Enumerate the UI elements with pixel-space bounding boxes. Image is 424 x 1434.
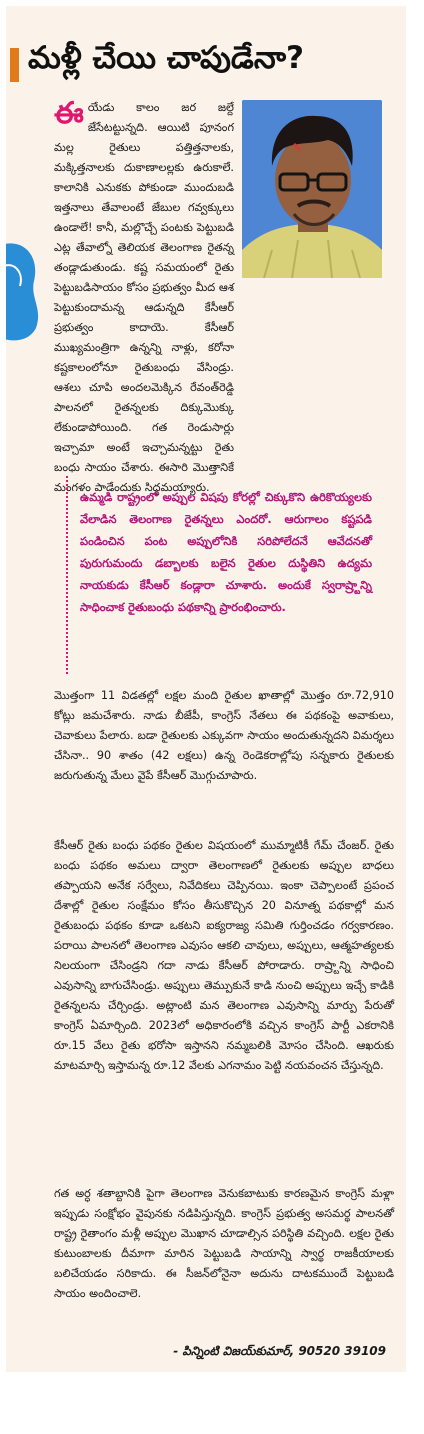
article-paragraph-2: మొత్తంగా 11 విడతల్లో లక్షల మంది రైతుల ఖాతాల్లో మొత్తం రూ.72,910 కోట్లు జమచేశారు. నాడు బీజేపీ, కాంగ్రెస్ నేతలు ఈ పథకంపై అవాకులు, చెవాకులు పేలారు. బడా రైతులకు ఎక్కువగా సాయం అందుతున్నదని విమర్శలు చేసినా.. 90 శాతం (42 లక్షలు) ఉన్న రెండెకరాల్లోపు సన్నకారు రైతులకు జరుగుతున్న మేలు వైపే కేసీఆర్ మొగ్గుచూపారు. [54, 689, 394, 782]
drop-cap: ఈ [54, 96, 84, 131]
pull-quote-text: ఉమ్మడి రాష్ట్రంలో అప్పుల విషపు కోరల్లో చిక్కుకొని ఉరికొయ్యలకు వేలాడిన తెలంగాణ రైతన్నలు ఎందరో. ఆరుగాలం కష్టపడి పండించిన పంట అప్పులోనికి సరిపోలేదనే ఆవేదనతో పురుగుమందు డబ్బాలకు బలైన రైతుల దుస్థితిని ఉద్యమ నాయకుడు కేసీఆర్ కండ్లారా చూశారు. అందుకే స్వరాష్ర్టాన్ని సాధించాక రైతుబంధు పథకాన్ని ప్రారంభించారు. [80, 490, 372, 614]
article-paragraph-1-intro [54, 98, 234, 498]
paragraph-1-text: యేడు కాలం జర జల్దే జేసేటట్టున్నది. ఆయిటి పూనంగ మల్ల రైతులు పత్తిత్తనాలకు, మక్కిత్తనాలకు దుకాణాలల్లకు ఉరుకాలే. కాలానికి ఎనుకకు పోకుండా ముందుబడి ఇత్తనాలు తేవాలంటే జేబుల గవ్వక్కులు ఉండాలే! కానీ, మల్లొచ్చే పంటకు పెట్టుబడి ఎట్ల తేవాల్నో తెలియక తెలంగాణ రైతన్న తండ్లాడుతుండు. కష్ట సమయంలో రైతు పెట్టుబడిసాయం కోసం ప్రభుత్వం మీద ఆశ పెట్టుకుందామన్న ఆడున్నది కేసీఆర్ ప్రభుత్వం కాదాయె. కేసీఆర్ ముఖ్యమంత్రిగా ఉన్నన్ని నాళ్లు, కరోనా కష్టకాలంలోనూ రైతుబంధు వేసిండ్రు. ఆశలు చూపి అందలమెక్కిన రేవంత్‌రెడ్డి పాలనలో రైతన్నలకు దిక్కుమొక్కు లేకుండాపోయింది. గత రెండుసార్లు ఇచ్చామా అంటే ఇచ్చామన్నట్టు రైతు బంధు సాయం చేశారు. ఈసారి మొత్తానికే మంగళం పాడేందుకు సిద్ధమయ్యారు. [54, 101, 234, 494]
article-paragraph-4: గత అర్ధ శతాబ్దానికి పైగా తెలంగాణ వెనుకబాటుకు కారణమైన కాంగ్రెస్ మళ్లా ఇప్పుడు సంక్షోభం వైపునకు నడిపిస్తున్నది. కాంగ్రెస్ ప్రభుత్వ అసమర్థ పాలనతో రాష్ట్ర రైతాంగం మళ్లీ అప్పుల మొఖాన చూడాల్సిన పరిస్థితి వచ్చింది. లక్షల రైతు కుటుంబాలకు దీమాగా మారిన పెట్టుబడి సాయాన్ని స్వార్థ రాజకీయాలకు బలిచేయడం సరికాదు. ఈ సీజన్‌లోనైనా అదును దాటకముందే పెట్టుబడి సాయం అందించాలె. [54, 1187, 394, 1300]
author-photo [242, 100, 382, 278]
pull-quote [66, 476, 378, 674]
title-accent-bar [10, 48, 19, 82]
article-paragraph-3: కేసీఆర్ రైతు బంధు పథకం రైతుల విషయంలో ముమ్మాటికీ గేమ్ చేంజర్. రైతు బంధు పథకం అమలు ద్వారా తెలంగాణలో రైతులకు అప్పుల బాధలు తప్పాయని అనేక సర్వేలు, నివేదికలు చెప్పినయి. ఇంకా చెప్పాలంటే ప్రపంచ దేశాల్లో రైతుల సంక్షేమం కోసం తీసుకొచ్చిన 20 వినూత్న పథకాల్లో మన రైతుబంధు పథకం కూడా ఒకటని ఐక్యరాజ్య సమితి గుర్తించడం గర్వకారణం. పరాయి పాలనలో తెలంగాణ ఎవుసం ఆకలి చావులు, అప్పులు, ఆత్మహత్యలకు నిలయంగా చేసిండ్రని గదా నాడు కేసీఆర్ పోరాడారు. రాష్ర్టాన్ని సాధించి ఎవుసాన్ని బాగుచేసిండ్రు. అప్పులు తెమ్పుకునే కాడి నుంచి అప్పులు ఇచ్చే కాడికి రైతన్నలను చేర్చిండ్రు. అట్లాంటి మన తెలంగాణ ఎవుసాన్ని మార్పు పేరుతో కాంగ్రెస్ ఏమార్చింది. 2023లో అధికారంలోకి వచ్చిన కాంగ్రెస్ పార్టీ ఎకరానికి రూ.15 వేలు రైతు భరోసా ఇస్తానని నమ్మబలికి మోసం చేసింది. ఆఖరుకు మాటమార్చి ఇస్తామన్న రూ.12 వేలకు ఎగనామం పెట్టి నయవంచన చేస్తున్నది. [54, 839, 394, 1072]
article-title: మళ్లీ చేయి చాపుడేనా? [28, 40, 305, 76]
article-clipping [6, 6, 406, 1372]
decorative-blue-shape [6, 236, 58, 346]
author-signature: - పిన్నింటి విజయ్‌కుమార్, 90520 39109 [173, 1344, 386, 1358]
